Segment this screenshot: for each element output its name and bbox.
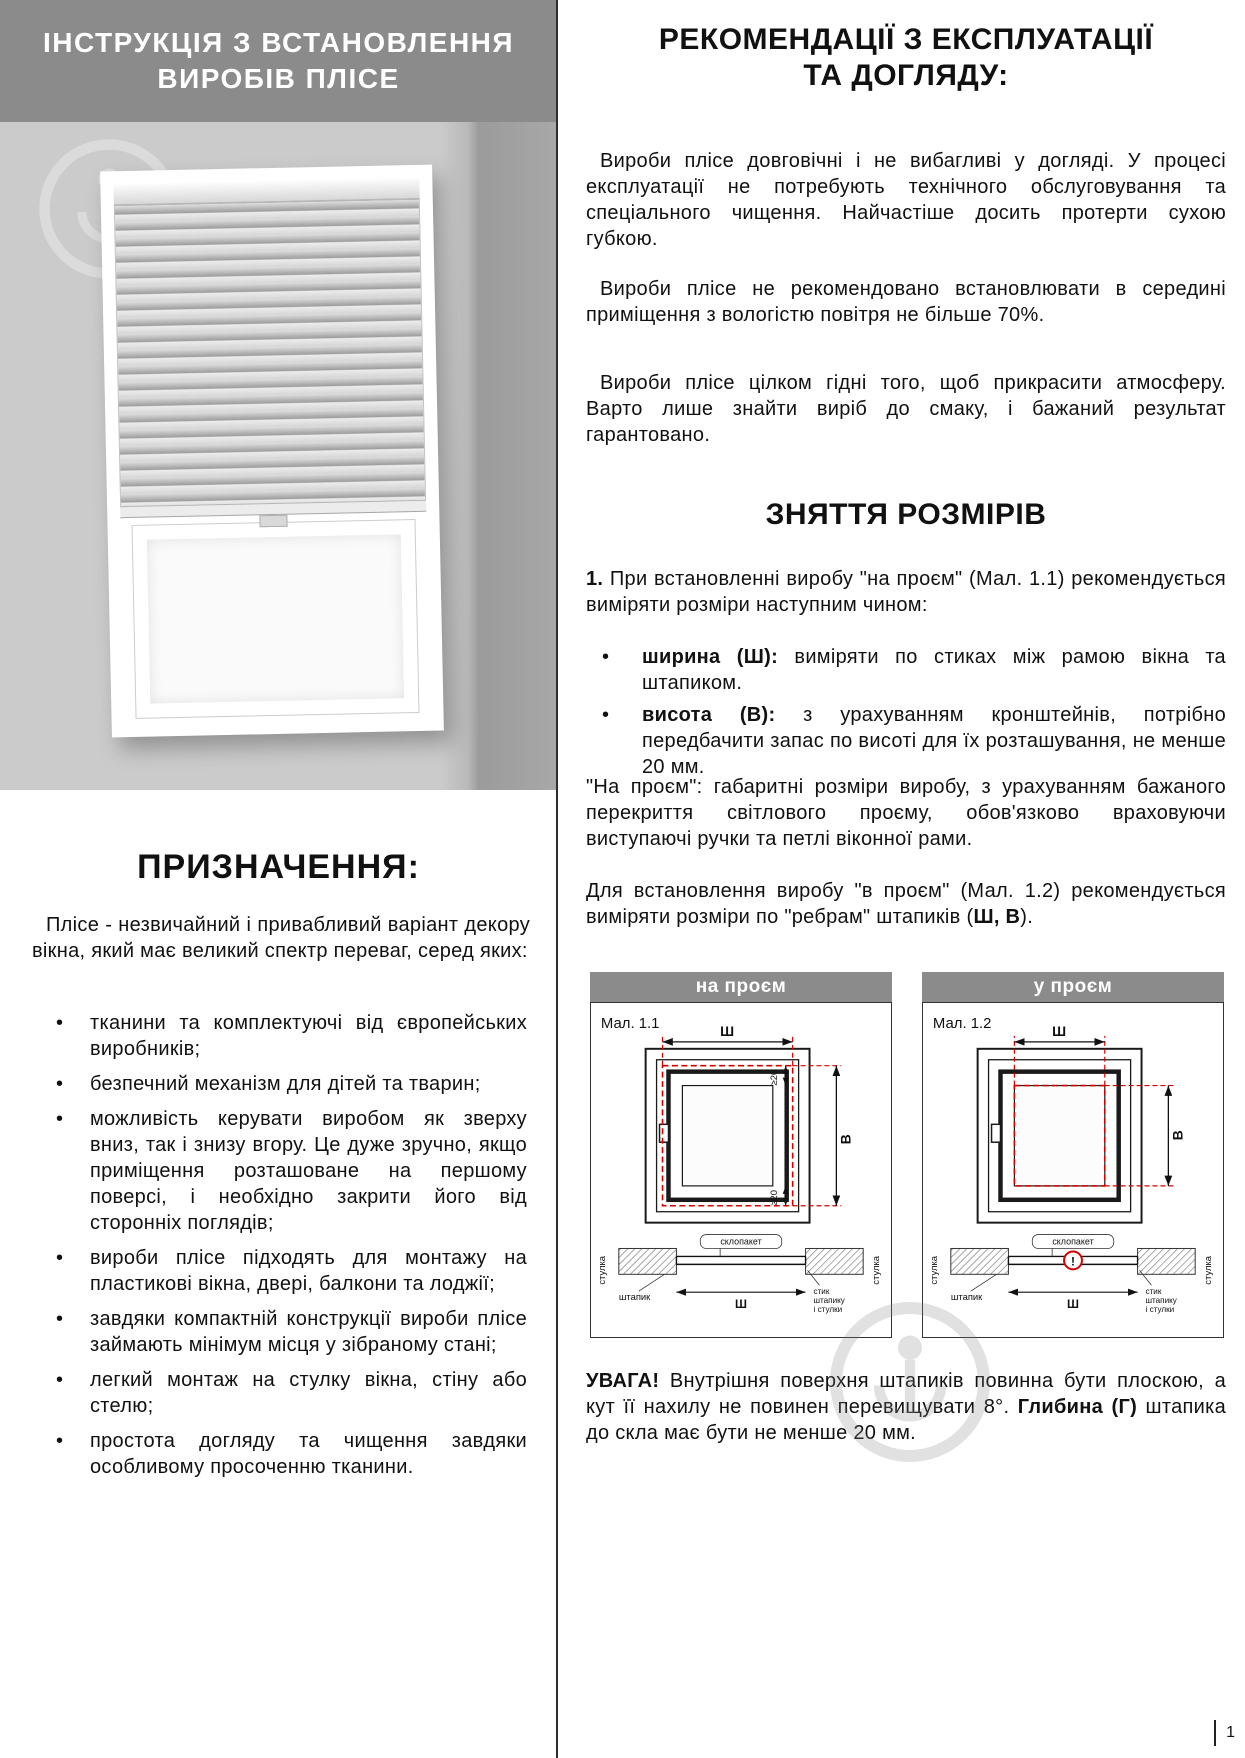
attention-paragraph: УВАГА! Внутрішня поверхня штапиків повинна бути плоскою, а кут її нахилу не повинен перевищувати 8°. Глибина (Г) штапика до скла має бути не менше 20 мм. (586, 1370, 1227, 1444)
sash-label-left: стулка (927, 1255, 939, 1285)
window-glass (133, 520, 419, 718)
cross-section (596, 1235, 881, 1314)
figures-row (590, 972, 1224, 1338)
sash-section-left (951, 1248, 1009, 1274)
list-item: • тканини та комплектуючі від європейських виробників; (0, 1010, 557, 1062)
window-drawing (646, 1049, 810, 1223)
figure-caption: Мал. 1.1 (600, 1015, 660, 1032)
left-header-line2: ВИРОБІВ ПЛІСЕ (157, 63, 400, 94)
left-header (0, 0, 557, 122)
page-number: 1 (1214, 1720, 1241, 1746)
list-item-height: • висота (В): з урахуванням кронштейнів, потрібно передбачити запас по висоті для їх розташування, не менше 20 мм. (586, 702, 1226, 780)
window-handle (992, 1124, 1001, 1142)
care-paragraph-2: Вироби плісе не рекомендовано встановлювати в середині приміщення з вологістю повітря не більше 70%. (586, 278, 1226, 326)
glazing-unit-label: склопакет (1052, 1236, 1094, 1247)
figure-na-proem (590, 972, 892, 1338)
glazing-unit-label: склопакет (720, 1236, 762, 1247)
right-column (584, 0, 1228, 1758)
list-item: • простота догляду та чищення завдяки особливому просоченню тканини. (0, 1428, 557, 1480)
window-handle (660, 1124, 669, 1142)
joint-label-1: стик (813, 1287, 830, 1297)
width-dim-label: Ш (1052, 1022, 1067, 1039)
sash-section-right (806, 1248, 864, 1274)
step-number: 1. (586, 568, 604, 590)
figure2-body (922, 1002, 1224, 1338)
purpose-intro: Плісе - незвичайний і привабливий варіант декору вікна, який має великий спектр переваг, серед яких: (32, 914, 530, 962)
joint-label-2: штапику (813, 1296, 845, 1306)
left-column (0, 0, 557, 1758)
care-title-line1: РЕКОМЕНДАЦІЇ З ЕКСПЛУАТАЦІЇ (658, 23, 1154, 56)
joint-label-3: і стулки (1145, 1305, 1175, 1315)
sash-section-right (1138, 1248, 1196, 1274)
list-item: • безпечний механізм для дітей та тварин; (0, 1071, 557, 1097)
blind-handle (259, 515, 287, 528)
list-item: • завдяки компактній конструкції вироби плісе займають мінімум місця у зібраному стані; (0, 1306, 557, 1358)
warning-exclamation: ! (1071, 1254, 1075, 1269)
care-title-line2: ТА ДОГЛЯДУ: (803, 59, 1009, 92)
window-illustration (100, 165, 444, 738)
bottom-width-label: Ш (735, 1297, 747, 1312)
sash-label-left: стулка (595, 1255, 607, 1285)
figure1-body (590, 1002, 892, 1338)
sash-label-right: стулка (1202, 1255, 1214, 1285)
sash-section-left (619, 1248, 677, 1274)
sizing-list (586, 644, 1226, 786)
pleated-blind (114, 200, 426, 506)
sash-label-right: стулка (870, 1255, 882, 1285)
ge20-bottom-label: ≥20 (767, 1189, 779, 1206)
height-dim-label: В (1169, 1130, 1186, 1141)
figure-caption: Мал. 1.2 (932, 1015, 992, 1032)
sizing-title: ЗНЯТТЯ РОЗМІРІВ (765, 498, 1047, 531)
figure-1-1-diagram (591, 1003, 891, 1337)
purpose-title: ПРИЗНАЧЕННЯ: (137, 848, 420, 886)
list-item-width: • ширина (Ш): виміряти по стиках між рамою вікна та штапиком. (586, 644, 1226, 696)
purpose-list (0, 1010, 557, 1489)
na-proem-paragraph: "На проєм": габаритні розміри виробу, з урахуванням бажаного перекриття світлового проєму, обов'язково враховуючи виступаючі ручки та петлі віконної рами. (586, 776, 1226, 850)
window-drawing (978, 1049, 1142, 1223)
bottom-width-label: Ш (1067, 1297, 1079, 1312)
cross-section (928, 1235, 1213, 1314)
care-paragraph-3: Вироби плісе цілком гідні того, щоб прикрасити атмосферу. Варто лише знайти виріб до смаку, і бажаний результат гарантовано. (586, 372, 1226, 446)
figure2-header: у проєм (922, 972, 1224, 1002)
joint-label-2: штапику (1145, 1296, 1177, 1306)
list-item: • легкий монтаж на стулку вікна, стіну або стелю; (0, 1367, 557, 1419)
care-title (584, 22, 1228, 94)
joint-label-1: стик (1145, 1287, 1162, 1297)
bead-label: штапик (618, 1291, 651, 1303)
column-divider (556, 0, 558, 1758)
left-header-line1: ІНСТРУКЦІЯ З ВСТАНОВЛЕННЯ (42, 26, 515, 58)
list-item: • можливість керувати виробом як зверху вниз, так і знизу вгору. Це дуже зручно, якщо приміщення розташоване на першому поверсі, і необхідно закрити його від сторонніх поглядів; (0, 1106, 557, 1236)
joint-label-3: і стулки (813, 1305, 843, 1315)
width-dim-label: Ш (720, 1022, 735, 1039)
figure-1-2-diagram (923, 1003, 1223, 1337)
care-paragraph-1: Вироби плісе довговічні і не вибагливі у догляді. У процесі експлуатації не потребують технічного обслуговування та спеціального чищення. Найчастіше досить протерти сухою губкою. (586, 150, 1226, 250)
figure-u-proem (922, 972, 1224, 1338)
height-dim-label: В (837, 1134, 854, 1145)
figure1-header: на проєм (590, 972, 892, 1002)
depth-term: Глибина (Г) (1017, 1396, 1138, 1418)
attention-lead: УВАГА! (586, 1370, 660, 1392)
window-frame (113, 178, 430, 724)
window-photo (0, 122, 557, 790)
ge20-top-label: ≥20 (767, 1069, 779, 1086)
sizing-step-1: 1. При встановленні виробу "на проєм" (Мал. 1.1) рекомендується виміряти розміри наступним чином: (586, 568, 1226, 616)
bead-label: штапик (950, 1291, 983, 1303)
v-proem-paragraph: Для встановлення виробу "в проєм" (Мал. 1.2) рекомендується виміряти розміри по "ребрам" штапиків (Ш, В). (586, 880, 1226, 928)
list-item: • вироби плісе підходять для монтажу на пластикові вікна, двері, балкони та лоджії; (0, 1245, 557, 1297)
